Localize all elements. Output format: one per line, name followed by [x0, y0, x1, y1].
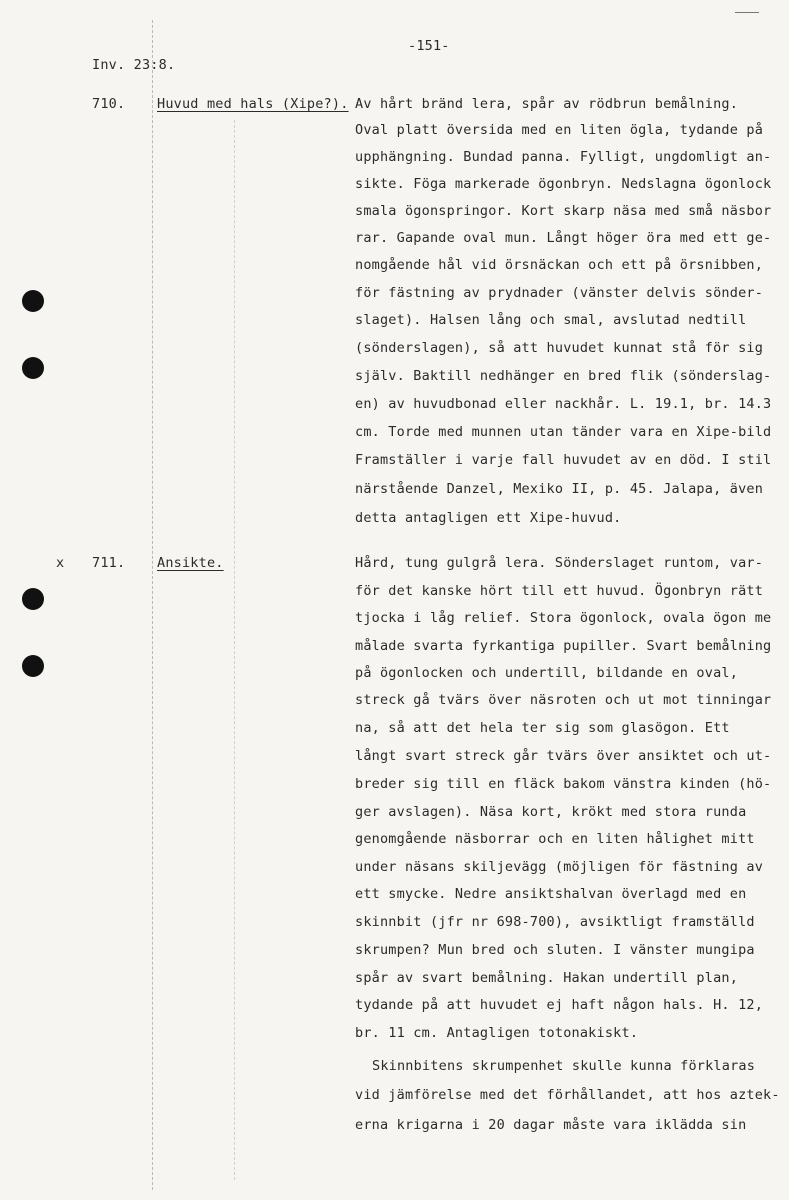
entry-title: Ansikte.	[157, 555, 224, 571]
punch-hole	[22, 655, 44, 677]
text-line: upphängning. Bundad panna. Fylligt, ungdomligt an-	[355, 149, 772, 165]
text-line: smala ögonspringor. Kort skarp näsa med små näsbor	[355, 203, 772, 219]
text-line: erna krigarna i 20 dagar måste vara iklädda sin	[355, 1117, 747, 1133]
text-line: en) av huvudbonad eller nackhår. L. 19.1, br. 14.3	[355, 396, 772, 412]
text-line: Framställer i varje fall huvudet av en död. I stil	[355, 452, 772, 468]
punch-hole	[22, 588, 44, 610]
text-line: skrumpen? Mun bred och sluten. I vänster mungipa	[355, 942, 755, 958]
text-line: under näsans skiljevägg (möjligen för fästning av	[355, 859, 764, 875]
text-line: Av hårt bränd lera, spår av rödbrun bemålning.	[355, 96, 739, 112]
entry-title: Huvud med hals (Xipe?).	[157, 96, 349, 112]
text-line: slaget). Halsen lång och smal, avslutad nedtill	[355, 312, 747, 328]
entry-number: 710.	[92, 96, 126, 112]
page-number: -151-	[408, 38, 450, 54]
text-line: genomgående näsborrar och en liten hålighet mitt	[355, 831, 755, 847]
text-line: själv. Baktill nedhänger en bred flik (sönderslag-	[355, 368, 772, 384]
text-line: tydande på att huvudet ej haft någon hals. H. 12,	[355, 997, 764, 1013]
text-line: tjocka i låg relief. Stora ögonlock, ovala ögon me	[355, 610, 772, 626]
text-line: på ögonlocken och undertill, bildande en oval,	[355, 665, 739, 681]
text-line: streck gå tvärs över näsroten och ut mot tinningar	[355, 692, 772, 708]
text-line: närstående Danzel, Mexiko II, p. 45. Jalapa, även	[355, 481, 764, 497]
text-line: na, så att det hela ter sig som glasögon. Ett	[355, 720, 730, 736]
margin-guide-line-right	[234, 120, 235, 1180]
text-line: Oval platt översida med en liten ögla, tydande på	[355, 122, 764, 138]
text-line: för fästning av prydnader (vänster delvis sönder-	[355, 285, 764, 301]
text-line: ger avslagen). Näsa kort, krökt med stora runda	[355, 804, 747, 820]
text-line: Skinnbitens skrumpenhet skulle kunna förklaras	[372, 1058, 756, 1074]
text-line: cm. Torde med munnen utan tänder vara en Xipe-bild	[355, 424, 772, 440]
text-line: rar. Gapande oval mun. Långt höger öra med ett ge-	[355, 230, 772, 246]
text-line: sikte. Föga markerade ögonbryn. Nedslagna ögonlock	[355, 176, 772, 192]
punch-hole	[22, 357, 44, 379]
text-line: nomgående hål vid örsnäckan och ett på örsnibben,	[355, 257, 764, 273]
text-line: långt svart streck går tvärs över ansiktet och ut-	[355, 748, 772, 764]
text-line: breder sig till en fläck bakom vänstra kinden (hö-	[355, 776, 772, 792]
entry-side-mark: x	[56, 555, 65, 571]
text-line: ett smycke. Nedre ansiktshalvan överlagd med en	[355, 886, 747, 902]
text-line: för det kanske hört till ett huvud. Ögonbryn rätt	[355, 583, 764, 599]
text-line: Hård, tung gulgrå lera. Sönderslaget runtom, var-	[355, 555, 764, 571]
text-line: detta antagligen ett Xipe-huvud.	[355, 510, 622, 526]
text-line: vid jämförelse med det förhållandet, att hos aztek-	[355, 1087, 780, 1103]
text-line: br. 11 cm. Antagligen totonakiskt.	[355, 1025, 639, 1041]
text-line: spår av svart bemålning. Hakan undertill plan,	[355, 970, 739, 986]
text-line: målade svarta fyrkantiga pupiller. Svart bemålning	[355, 638, 772, 654]
inventory-number: Inv. 23:8.	[92, 57, 176, 73]
text-line: (sönderslagen), så att huvudet kunnat stå för sig	[355, 340, 764, 356]
text-line: skinnbit (jfr nr 698-700), avsiktligt framställd	[355, 914, 755, 930]
entry-number: 711.	[92, 555, 126, 571]
margin-guide-line-left	[152, 20, 153, 1190]
punch-hole	[22, 290, 44, 312]
scan-edge-mark	[735, 12, 759, 13]
